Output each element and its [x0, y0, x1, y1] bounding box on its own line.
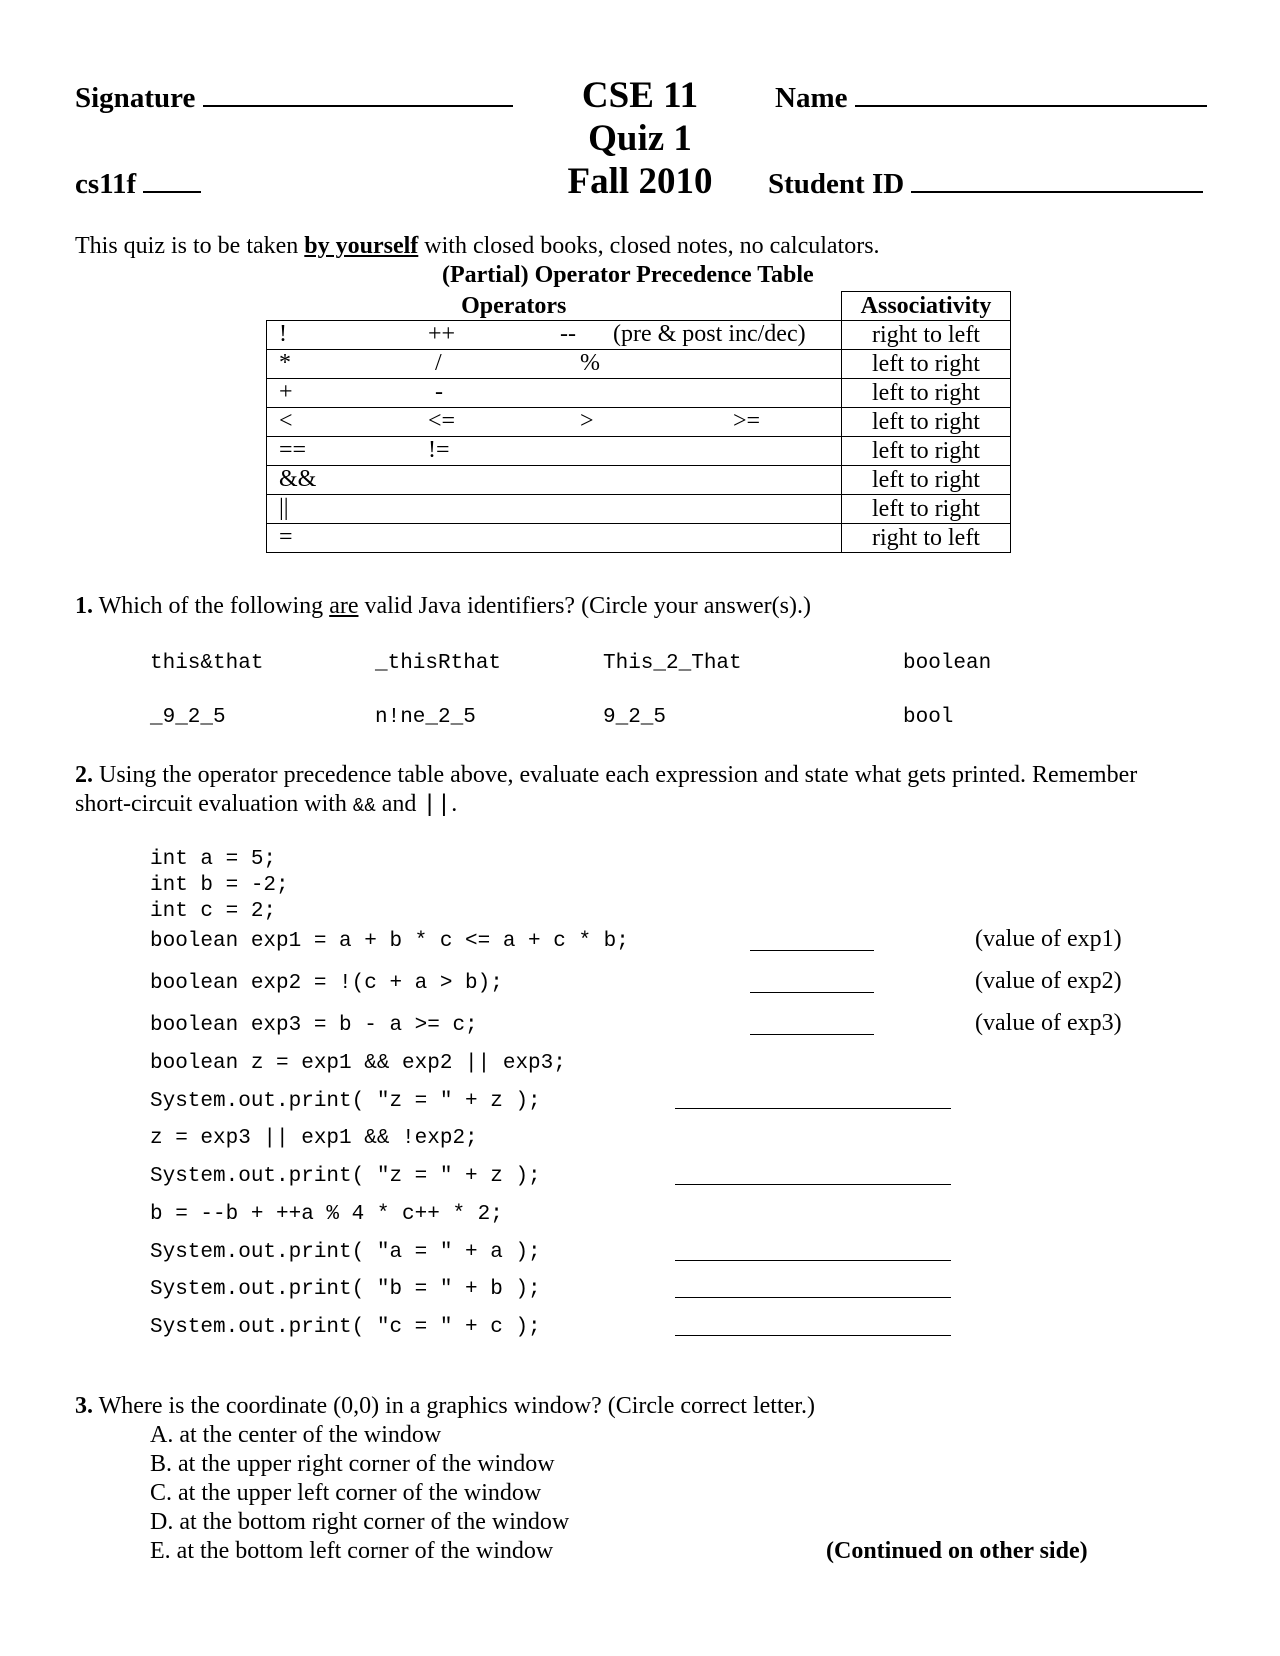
answer-option-c[interactable]: C. at the upper left corner of the window: [150, 1480, 542, 1506]
code-line: boolean exp1 = a + b * c <= a + c * b;: [150, 930, 629, 953]
associativity-header: Associativity: [842, 292, 1011, 321]
question-text: short-circuit evaluation with: [75, 791, 353, 817]
operator: --: [560, 321, 576, 347]
question-3: [75, 1393, 815, 1420]
code-line: System.out.print( "b = " + b );: [150, 1278, 541, 1301]
operator: <: [279, 408, 293, 434]
course-title: CSE 11: [581, 75, 699, 116]
continued-note: (Continued on other side): [826, 1538, 1088, 1564]
question-text-underlined: are: [329, 593, 359, 619]
code-line: System.out.print( "z = " + z );: [150, 1165, 541, 1188]
associativity-value: left to right: [842, 408, 1011, 437]
operator: ++: [428, 321, 456, 347]
value-label: (value of exp1): [975, 926, 1122, 952]
answer-blank-print-b[interactable]: [675, 1297, 951, 1298]
or-operator: ||: [422, 792, 452, 819]
signature-blank[interactable]: [203, 83, 513, 107]
code-line: System.out.print( "a = " + a );: [150, 1241, 541, 1264]
code-line: boolean z = exp1 && exp2 || exp3;: [150, 1052, 566, 1075]
identifier-option[interactable]: _9_2_5: [150, 706, 226, 729]
associativity-value: left to right: [842, 466, 1011, 495]
operator: &&: [279, 466, 317, 492]
and-operator: &&: [352, 795, 376, 817]
question-text: .: [451, 791, 458, 817]
operator: %: [580, 350, 600, 376]
operator: <=: [428, 408, 456, 434]
operator: ||: [279, 495, 289, 521]
table-row: [267, 437, 1011, 466]
identifier-option[interactable]: _thisRthat: [375, 652, 502, 675]
operator: >=: [733, 408, 761, 434]
answer-blank-print-z2[interactable]: [675, 1184, 951, 1185]
associativity-value: right to left: [842, 524, 1011, 553]
question-2-line-2: [75, 791, 457, 819]
table-header-row: [267, 292, 1011, 321]
operator: !=: [428, 437, 450, 463]
table-row: [267, 466, 1011, 495]
associativity-value: left to right: [842, 495, 1011, 524]
answer-option-a[interactable]: A. at the center of the window: [150, 1422, 442, 1448]
operator: *: [279, 350, 291, 376]
table-row: [267, 350, 1011, 379]
signature-label: Signature: [75, 82, 196, 114]
name-field[interactable]: [775, 82, 1207, 115]
operator: -: [435, 379, 443, 405]
answer-blank-exp3[interactable]: [750, 1034, 874, 1035]
student-id-field[interactable]: [768, 168, 1203, 201]
table-row: [267, 495, 1011, 524]
answer-blank-print-z1[interactable]: [675, 1108, 951, 1109]
answer-option-b[interactable]: B. at the upper right corner of the window: [150, 1451, 555, 1477]
value-label: (value of exp3): [975, 1010, 1122, 1036]
instructions-text-end: with closed books, closed notes, no calculators.: [418, 233, 880, 259]
question-number: 1.: [75, 593, 93, 619]
student-id-label: Student ID: [768, 168, 905, 200]
identifier-option[interactable]: this&that: [150, 652, 264, 675]
operator: >: [580, 408, 594, 434]
identifier-option[interactable]: This_2_That: [603, 652, 742, 675]
answer-blank-print-a[interactable]: [675, 1260, 951, 1261]
operator: =: [279, 524, 293, 550]
name-label: Name: [775, 82, 848, 114]
question-1: [75, 593, 811, 620]
signature-field[interactable]: [75, 82, 513, 115]
operator: !: [279, 321, 287, 347]
code-line: boolean exp3 = b - a >= c;: [150, 1014, 478, 1037]
code-line: z = exp3 || exp1 && !exp2;: [150, 1127, 478, 1150]
associativity-value: left to right: [842, 379, 1011, 408]
value-label: (value of exp2): [975, 968, 1122, 994]
question-text: Where is the coordinate (0,0) in a graphics window? (Circle correct letter.): [93, 1393, 815, 1419]
question-2: [75, 762, 1137, 789]
answer-blank-exp1[interactable]: [750, 950, 874, 951]
code-line: b = --b + ++a % 4 * c++ * 2;: [150, 1203, 503, 1226]
code-line: boolean exp2 = !(c + a > b);: [150, 972, 503, 995]
name-blank[interactable]: [855, 83, 1207, 107]
question-text: Which of the following: [93, 593, 330, 619]
table-row: [267, 408, 1011, 437]
table-row: [267, 321, 1011, 350]
operator: +: [279, 379, 293, 405]
associativity-value: right to left: [842, 321, 1011, 350]
cs11f-blank[interactable]: [143, 169, 201, 193]
associativity-value: left to right: [842, 350, 1011, 379]
table-row: [267, 524, 1011, 553]
term-title: Fall 2010: [567, 161, 713, 202]
code-line: System.out.print( "z = " + z );: [150, 1090, 541, 1113]
question-text: Using the operator precedence table above, evaluate each expression and state what gets printed. Remember: [93, 762, 1138, 788]
answer-option-d[interactable]: D. at the bottom right corner of the window: [150, 1509, 570, 1535]
associativity-value: left to right: [842, 437, 1011, 466]
instructions-text: This quiz is to be taken: [75, 233, 305, 259]
operator-note: (pre & post inc/dec): [613, 321, 806, 347]
question-number: 3.: [75, 1393, 93, 1419]
cs11f-field[interactable]: [75, 168, 201, 201]
identifier-option[interactable]: boolean: [903, 652, 992, 675]
precedence-table: [266, 291, 1011, 553]
operator: /: [435, 350, 442, 376]
identifier-option[interactable]: bool: [903, 706, 954, 729]
code-line: System.out.print( "c = " + c );: [150, 1316, 541, 1339]
identifier-option[interactable]: n!ne_2_5: [375, 706, 476, 729]
operators-header: Operators: [267, 292, 842, 321]
code-line: int a = 5;: [150, 848, 277, 871]
code-line: int b = -2;: [150, 874, 289, 897]
student-id-blank[interactable]: [911, 169, 1203, 193]
quiz-instructions: [75, 233, 880, 260]
question-text-end: valid Java identifiers? (Circle your answer(s).): [358, 593, 811, 619]
answer-option-e[interactable]: E. at the bottom left corner of the window: [150, 1538, 554, 1564]
question-text: and: [375, 791, 423, 817]
precedence-table-title: (Partial) Operator Precedence Table: [442, 262, 814, 288]
answer-blank-print-c[interactable]: [675, 1335, 951, 1336]
answer-blank-exp2[interactable]: [750, 992, 874, 993]
quiz-title: Quiz 1: [588, 118, 692, 159]
instructions-emphasis: by yourself: [304, 233, 419, 259]
cs11f-label: cs11f: [75, 168, 137, 200]
table-row: [267, 379, 1011, 408]
operator: ==: [279, 437, 307, 463]
code-line: int c = 2;: [150, 900, 277, 923]
question-number: 2.: [75, 762, 93, 788]
identifier-option[interactable]: 9_2_5: [603, 706, 667, 729]
